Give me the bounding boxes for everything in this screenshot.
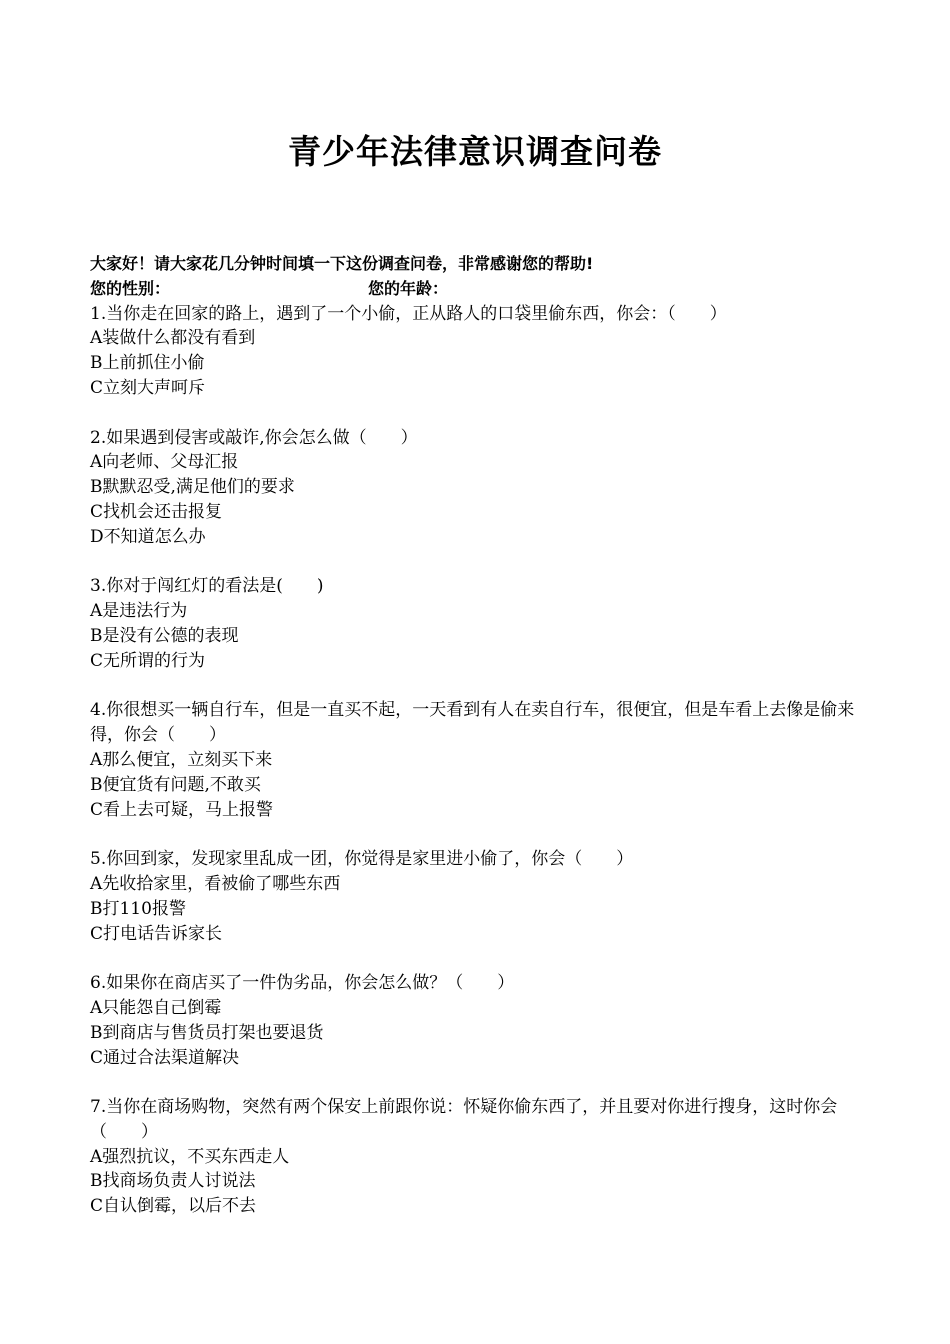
- option-a: A向老师、父母汇报: [90, 452, 239, 473]
- option-a: A先收拾家里，看被偷了哪些东西: [90, 873, 341, 894]
- option-d: D不知道怎么办: [90, 526, 206, 547]
- question-7: [90, 1095, 865, 1219]
- question-text: 6.如果你在商店买了一件伪劣品，你会怎么做？（ ）: [90, 973, 515, 994]
- option-c: C找机会还击报复: [90, 501, 223, 522]
- option-b: B便宜货有问题,不敢买: [90, 774, 261, 795]
- question-text: 5.你回到家，发现家里乱成一团，你觉得是家里进小偷了，你会（ ）: [90, 849, 634, 870]
- option-c: C立刻大声呵斥: [90, 377, 206, 398]
- gender-label: 您的性别：: [90, 278, 171, 298]
- option-b: B是没有公德的表现: [90, 625, 239, 646]
- option-a: A是违法行为: [90, 601, 188, 622]
- option-b: B打110报警: [90, 898, 186, 919]
- question-2: [90, 426, 865, 550]
- question-text: 7.当你在商场购物，突然有两个保安上前跟你说：怀疑你偷东西了，并且要对你进行搜身，这时你会（ ）: [90, 1097, 838, 1142]
- question-text: 4.你很想买一辆自行车，但是一直买不起，一天看到有人在卖自行车，很便宜，但是车看上去像是偷来得，你会（ ）: [90, 700, 855, 746]
- question-text: 2.如果遇到侵害或敲诈,你会怎么做（ ）: [90, 427, 418, 448]
- question-text: 3.你对于闯红灯的看法是( ): [90, 576, 324, 597]
- option-c: C无所谓的行为: [90, 650, 206, 671]
- option-b: B默默忍受,满足他们的要求: [90, 477, 295, 498]
- option-a: A那么便宜，立刻买下来: [90, 749, 273, 770]
- option-c: C通过合法渠道解决: [90, 1047, 240, 1068]
- option-a: A装做什么都没有看到: [90, 328, 256, 349]
- option-c: C打电话告诉家长: [90, 923, 223, 944]
- option-c: C看上去可疑，马上报警: [90, 799, 274, 820]
- age-label: 您的年龄：: [368, 278, 449, 298]
- question-5: [90, 847, 865, 946]
- option-c: C自认倒霉，以后不去: [90, 1196, 257, 1217]
- question-text: 1.当你走在回家的路上，遇到了一个小偷，正从路人的口袋里偷东西，你会：（ ）: [90, 303, 727, 324]
- question-3: [90, 574, 865, 673]
- question-6: [90, 971, 865, 1070]
- document-title: 青少年法律意识调查问卷: [288, 132, 662, 171]
- greeting-text: 大家好！请大家花几分钟时间填一下这份调查问卷，非常感谢您的帮助!: [90, 254, 594, 273]
- option-a: A只能怨自己倒霉: [90, 997, 222, 1018]
- questionnaire-body: [90, 252, 865, 1244]
- option-a: A强烈抗议，不买东西走人: [90, 1146, 290, 1167]
- option-b: B上前抓住小偷: [90, 353, 205, 374]
- option-b: B到商店与售货员打架也要退货: [90, 1022, 324, 1043]
- option-b: B找商场负责人讨说法: [90, 1171, 256, 1192]
- question-4: [90, 698, 865, 822]
- question-1: [90, 302, 865, 401]
- respondent-info-row: [90, 277, 865, 302]
